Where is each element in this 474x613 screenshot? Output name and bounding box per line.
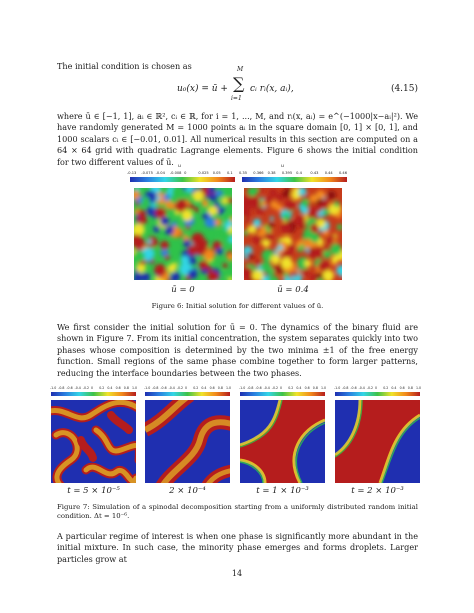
fig7-colorbar-tick: -0.2: [176, 386, 184, 390]
field-blob: [165, 255, 170, 260]
fig7-colorbar-tick: 0.8: [123, 386, 129, 390]
fig7-colorbar-tick: -0.2: [82, 386, 90, 390]
plot-t-2e-4: [145, 400, 230, 483]
colorbar-tick: 0.46: [339, 171, 348, 175]
fig7-colorbar-tick: 0.4: [201, 386, 207, 390]
field-blob: [284, 200, 295, 211]
field-blob: [333, 238, 338, 243]
plot-initial-ubar-0-4: [244, 188, 342, 280]
label-t-1e-3: t = 1 × 10⁻³: [256, 486, 309, 496]
field-blob: [310, 194, 318, 202]
fig7-colorbar-tick: -0.2: [366, 386, 374, 390]
fig7-colorbar-tick: -0.8: [247, 386, 254, 390]
field-blob: [168, 264, 177, 273]
field-blob: [327, 191, 336, 200]
field-blob: [199, 260, 208, 269]
field-blob: [248, 196, 261, 209]
colorbar-tick: -0.008: [169, 171, 182, 175]
field-blob: [256, 228, 261, 233]
fig7-colorbar-tick: 0.2: [99, 386, 105, 390]
fig7-colorbar-tick: 0.8: [312, 386, 318, 390]
fig7-colorbar-tick: -0.8: [58, 386, 65, 390]
field-blob: [153, 226, 160, 233]
fig7-colorbar-tick: 1.0: [321, 386, 327, 390]
field-blob: [253, 219, 261, 227]
fig7-colorbar-tick: 0.2: [383, 386, 389, 390]
field-blob: [204, 250, 215, 261]
field-blob: [207, 194, 212, 199]
colorbar-tick: -0.13: [127, 171, 137, 175]
paragraph-2: We first consider the initial solution for ū = 0. The dynamics of the binary fluid are shown in Figure 7. From its initial concentration, the system separates quickly into two phases whose composition is determined by the two minima ±1 of the free energy function. Small regions of the same phase combine together to form larger patterns, reducing the interface boundaries between the two phases.: [57, 322, 418, 378]
field-blob: [255, 259, 262, 266]
field-blob: [318, 260, 330, 272]
fig7-colorbar-tick: 1.0: [226, 386, 232, 390]
fig7-colorbar-tick: -1.0: [50, 386, 57, 390]
field-blob: [304, 260, 311, 267]
field-blob: [244, 218, 249, 223]
fig7-colorbar-tick: 0.8: [217, 386, 223, 390]
field-blob: [309, 251, 318, 260]
fig7-colorbar-tick: 1.0: [416, 386, 422, 390]
fig7-colorbar-tick: 0.6: [399, 386, 405, 390]
paragraph-1: where ū ∈ [−1, 1], aᵢ ∈ ℝ², cᵢ ∈ ℝ, for i = 1, ..., M, and rᵢ(x, aᵢ) = e^(−1000|x−aᵢ|²). We have randomly generated M = 1000 points aᵢ in the square domain [0, 1] × [0, 1], and 1000 scalars cᵢ ∈ [−0.01, 0.01]. All numerical results in this section are computed on a 64 × 64 grid with quadratic Lagrange elements. Figure 6 shows the initial condition for two different values of ū.: [57, 111, 418, 167]
colorbar-tick: 0: [184, 171, 187, 175]
label-t-5e-5: t = 5 × 10⁻⁵: [67, 486, 120, 496]
fig7-colorbar-tick: -0.2: [271, 386, 279, 390]
label-ubar-0: ū = 0: [171, 285, 195, 295]
field-blob: [296, 215, 306, 225]
fig7-colorbar-tick: -0.4: [168, 386, 175, 390]
field-blob: [276, 194, 283, 201]
colorbar-tick: -0.075: [141, 171, 153, 175]
field-blob: [181, 210, 192, 221]
field-blob: [323, 245, 328, 250]
fig7-colorbar-tick: 0: [91, 386, 94, 390]
field-blob: [147, 239, 152, 244]
field-blob: [294, 273, 298, 277]
colorbar-tick: 0.395: [281, 171, 293, 175]
field-blob: [277, 245, 283, 251]
field-blob: [266, 264, 272, 270]
fig7-colorbar-tick: -0.6: [160, 386, 167, 390]
field-blob: [207, 218, 216, 227]
field-blob: [219, 202, 225, 208]
field-blob: [265, 232, 274, 241]
field-blob: [216, 248, 223, 255]
equation-lhs: u₀(x) = ū +: [177, 84, 228, 94]
fig7-colorbar-tick: 1.0: [132, 386, 138, 390]
fig7-colorbar: [240, 392, 325, 396]
fig7-colorbar-tick: 0.2: [288, 386, 294, 390]
paragraph-3: A particular regime of interest is when one phase is significantly more abundant in the initial mixture. In such case, the minority phase emerges and forms droplets. Larger particles grow at: [57, 531, 418, 564]
field-blob: [247, 252, 254, 259]
fig7-colorbar-tick: 0.4: [107, 386, 113, 390]
colorbar-tick: 0.366: [253, 171, 264, 175]
field-blob: [224, 190, 232, 198]
fig7-colorbar: [51, 392, 136, 396]
fig7-colorbar-tick: -0.4: [74, 386, 81, 390]
plot-t-2e-3: [335, 400, 420, 483]
fig7-colorbar-tick: -0.6: [255, 386, 262, 390]
fig7-colorbar-tick: -1.0: [334, 386, 341, 390]
field-blob: [323, 230, 329, 236]
colorbar-tick: 0.43: [310, 171, 319, 175]
field-blob: [281, 223, 292, 234]
field-blob: [160, 217, 169, 226]
fig7-colorbar-tick: 0.4: [296, 386, 302, 390]
field-blob: [188, 245, 198, 255]
field-blob: [165, 226, 174, 235]
field-blob: [183, 240, 190, 247]
field-blob: [323, 209, 330, 216]
colorbar-tick: 0.44: [324, 171, 333, 175]
field-blob: [336, 212, 342, 218]
equation-rhs: cᵢ rᵢ(x, aᵢ),: [250, 84, 294, 94]
field-blob: [301, 199, 309, 207]
field-blob: [181, 256, 190, 265]
colorbar-tick: 0.4: [296, 171, 302, 175]
fig7-colorbar-tick: -0.6: [350, 386, 357, 390]
field-blob: [188, 269, 198, 279]
field-blob: [269, 189, 277, 197]
equation-number: (4.15): [390, 84, 418, 94]
page-number: 14: [231, 569, 243, 578]
field-blob: [330, 244, 341, 255]
colorbar-left: [130, 177, 235, 182]
field-blob: [300, 244, 304, 248]
field-blob: [271, 255, 281, 265]
fig7-colorbar-tick: 0: [375, 386, 378, 390]
field-blob: [163, 194, 170, 201]
field-blob: [248, 225, 257, 234]
colorbar-tick: 0.1: [227, 171, 233, 175]
field-blob: [152, 204, 156, 208]
field-blob: [270, 201, 278, 209]
field-blob: [208, 206, 218, 216]
fig7-colorbar-tick: -1.0: [144, 386, 151, 390]
fig7-colorbar-tick: 0: [185, 386, 188, 390]
fig7-colorbar-tick: 0: [280, 386, 283, 390]
field-blob: [138, 210, 146, 218]
field-blob: [188, 204, 194, 210]
field-blob: [221, 272, 226, 277]
fig7-colorbar: [145, 392, 230, 396]
fig7-colorbar-tick: -0.4: [263, 386, 270, 390]
field-blob: [223, 263, 228, 268]
colorbar-title-left: u: [178, 164, 181, 169]
field-blob: [261, 201, 267, 207]
fig7-colorbar-tick: 0.6: [304, 386, 310, 390]
field-blob: [270, 217, 274, 221]
plot-t-5e-5: [51, 400, 136, 483]
colorbar-tick: 0.025: [198, 171, 209, 175]
field-blob: [202, 213, 208, 219]
figure-6-caption: Figure 6: Initial solution for different values of ū.: [151, 302, 324, 310]
colorbar-tick: 0.38: [267, 171, 276, 175]
label-ubar-0-4: ū = 0.4: [277, 285, 309, 295]
fig7-colorbar-tick: -1.0: [239, 386, 246, 390]
figure-7-caption: Figure 7: Simulation of a spinodal decomposition starting from a uniformly distributed random initial condition. Δt = 10⁻⁶.: [57, 503, 418, 520]
label-t-2e-3: t = 2 × 10⁻³: [351, 486, 404, 496]
plot-initial-ubar-0: [134, 188, 232, 280]
fig7-colorbar-tick: 0.4: [391, 386, 397, 390]
fig7-colorbar-tick: -0.6: [66, 386, 73, 390]
field-blob: [217, 230, 223, 236]
field-blob: [156, 196, 161, 201]
intro-line: The initial condition is chosen as: [57, 61, 192, 71]
fig7-colorbar-tick: 0.8: [407, 386, 413, 390]
field-blob: [194, 207, 199, 212]
field-blob: [303, 269, 310, 276]
field-blob: [160, 241, 169, 250]
field-blob: [334, 201, 340, 207]
colorbar-tick: 0.35: [239, 171, 248, 175]
fig7-colorbar-tick: -0.8: [342, 386, 349, 390]
field-blob: [317, 219, 326, 228]
colorbar-title-right: u: [281, 164, 284, 169]
plot-t-1e-3: [240, 400, 325, 483]
fig7-colorbar-tick: -0.4: [358, 386, 365, 390]
sum-lower-limit: i=1: [231, 95, 242, 102]
fig7-colorbar-tick: 0.2: [193, 386, 199, 390]
fig7-colorbar-tick: 0.6: [115, 386, 121, 390]
colorbar-tick: 0.05: [212, 171, 221, 175]
field-blob: [283, 214, 290, 221]
field-blob: [281, 257, 293, 269]
field-blob: [193, 190, 204, 201]
colorbar-tick: -0.04: [155, 171, 165, 175]
field-blob: [170, 196, 178, 204]
fig7-colorbar-tick: 0.6: [209, 386, 215, 390]
sum-upper-limit: M: [237, 66, 244, 73]
field-blob: [142, 197, 150, 205]
fig7-colorbar: [335, 392, 420, 396]
fig7-colorbar-tick: -0.8: [152, 386, 159, 390]
field-blob: [202, 200, 209, 207]
sum-symbol-icon: ∑: [233, 74, 245, 93]
colorbar-right: [242, 177, 347, 182]
field-blob: [287, 244, 295, 252]
label-t-2e-4: 2 × 10⁻⁴: [169, 486, 206, 496]
field-blob: [215, 190, 222, 197]
field-blob: [154, 264, 166, 276]
field-blob: [331, 256, 338, 263]
